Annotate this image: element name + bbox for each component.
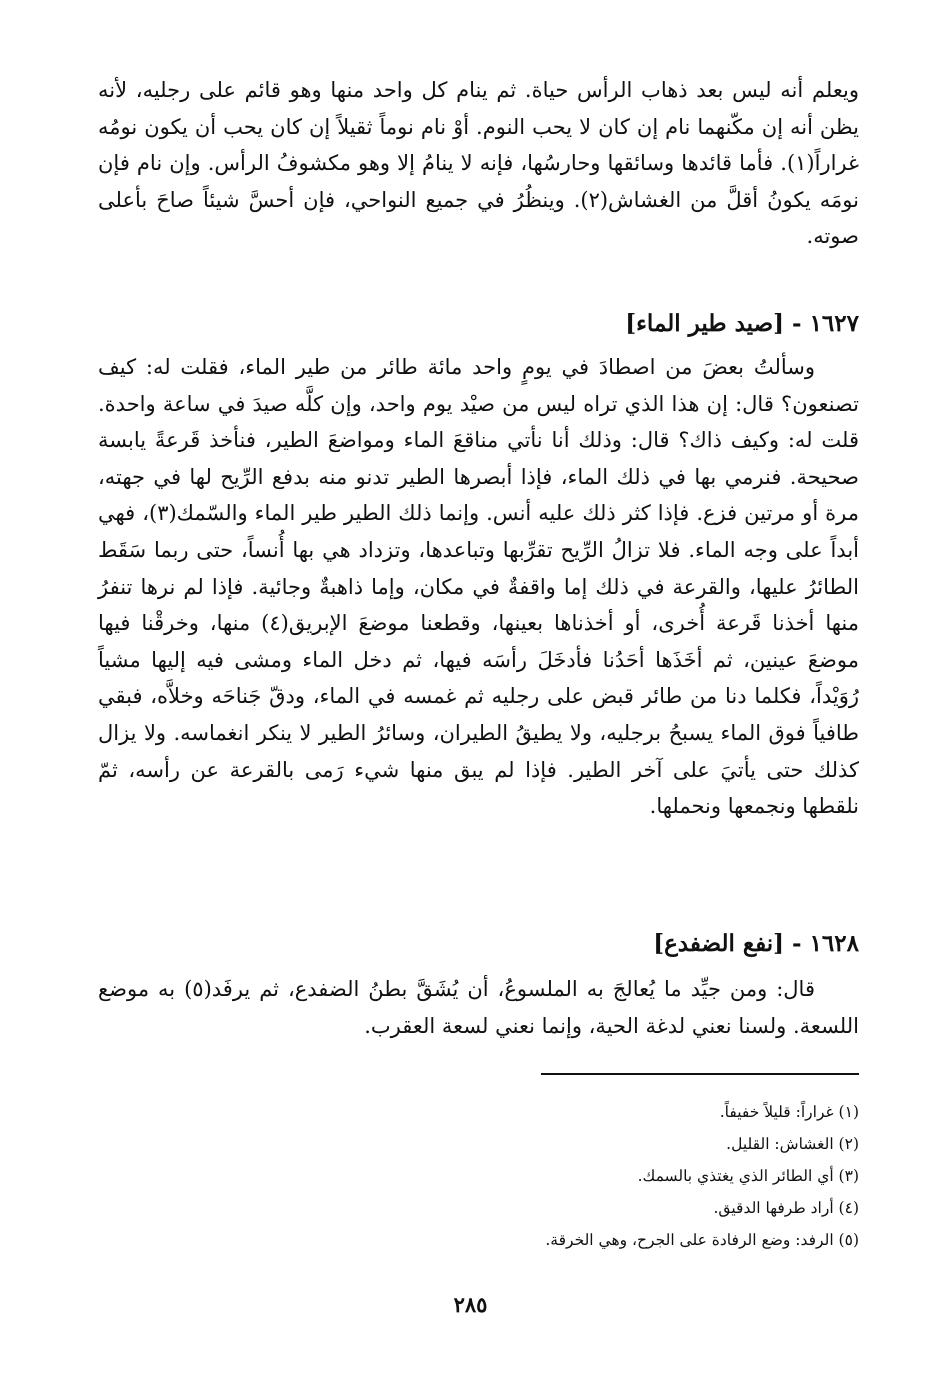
section-heading-1627: ١٦٢٧ - [صيد طير الماء] xyxy=(625,310,859,337)
paragraph-water-bird-hunting: وسألتُ بعضَ من اصطادَ في يومٍ واحد مائة طائر من طير الماء، فقلت له: كيف تصنعون؟ قال: إن هذا الذي تراه ليس من صيْد يوم واحد، وإن كلَّه صيدَ في ساعة واحدة. قلت له: وكيف ذاك؟ قال: وذلك أنا نأتي مناقعَ الماء ومواضعَ الطير، فنأخذ قَرعةً يابسة صحيحة. فنرمي بها في ذلك الماء، فإذا أبصرها الطير تدنو منه بدفع الرِّيح لها في جهته، مرة أو مرتين فزع. فإذا كثر ذلك عليه أنس. وإنما ذلك الطير طير الماء والسّمك(٣)، فهي أبداً على وجه الماء. فلا تزالُ الرِّيح تقرِّبها وتباعدها، وتزداد هي بها أُنساً، حتى ربما سَقَط الطائرُ عليها، والقرعة في ذلك إما واقفةٌ في مكان، وإما ذاهبةٌ وجائية. فإذا لم نرها تنفرُ منها أخذنا قَرعة أُخرى، أو أخذناها بعينها، وقطعنا موضعَ الإبريق(٤) منها، وخرقْنا فيها موضعَ عينين، ثم أخَذَها أحَدُنا فأدخَلَ رأسَه فيها، ثم دخل الماء ومشى فيه إليها مشياً رُوَيْداً، فكلما دنا من طائر قبض على رجليه ثم غمسه في الماء، ودقّ جَناحَه وخلاَّه، فبقي طافياً فوق الماء يسبحُ برجليه، ولا يطيقُ الطيران، وسائرُ الطير لا ينكر انغماسه. ولا يزال كذلك حتى يأتيَ على آخر الطير. فإذا لم يبق منها شيء رَمى بالقرعة عن رأسه، ثمّ نلقطها ونجمعها ونحملها. xyxy=(98,355,859,819)
section-heading-1628: ١٦٢٨ - [نفع الضفدع] xyxy=(653,930,859,957)
paragraph-continued: ويعلم أنه ليس بعد ذهاب الرأس حياة. ثم ينام كل واحد منها وهو قائم على رجليه، لأنه يظن أنه إن مكّنهما نام إن كان لا يحب النوم. أوْ نام نوماً ثقيلاً إن كان يحب أن يكون نومُه غراراً(١). فأما قائدها وسائقها وحارسُها، فإنه لا ينامُ إلا وهو مكشوفُ الرأس. وإن نام فإن نومَه يكونُ أقلَّ من الغشاش(٢). وينظُرُ في جميع النواحي، فإن أحسَّ شيئاً صاحَ بأعلى صوته. xyxy=(98,78,859,249)
footnote-5: (٥) الرفد: وضع الرفادة على الجرح، وهي الخرقة. xyxy=(545,1231,859,1249)
section-heading-1627-block xyxy=(98,306,859,342)
footnote-2: (٢) الغشاش: القليل. xyxy=(726,1135,859,1153)
paragraph-block-3 xyxy=(98,971,859,1044)
section-heading-1628-block xyxy=(98,926,859,962)
footnote-3: (٣) أي الطائر الذي يغتذي بالسمك. xyxy=(637,1167,859,1185)
footnote-1: (١) غراراً: قليلاً خفيفاً. xyxy=(719,1103,859,1121)
paragraph-frog-benefit: قال: ومن جيِّد ما يُعالجَ به الملسوعُ، أن يُشَقَّ بطنُ الضفدع، ثم يرفَد(٥) به موضع اللسعة. ولسنا نعني لدغة الحية، وإنما نعني لسعة العقرب. xyxy=(98,977,859,1038)
footnote-4: (٤) أراد طرفها الدقيق. xyxy=(713,1199,859,1217)
page-number: ٢٨٥ xyxy=(453,1292,488,1317)
footnotes xyxy=(98,1096,859,1256)
paragraph-block-2 xyxy=(98,349,859,825)
footnote-separator xyxy=(541,1073,859,1075)
paragraph-block-1 xyxy=(98,72,859,255)
